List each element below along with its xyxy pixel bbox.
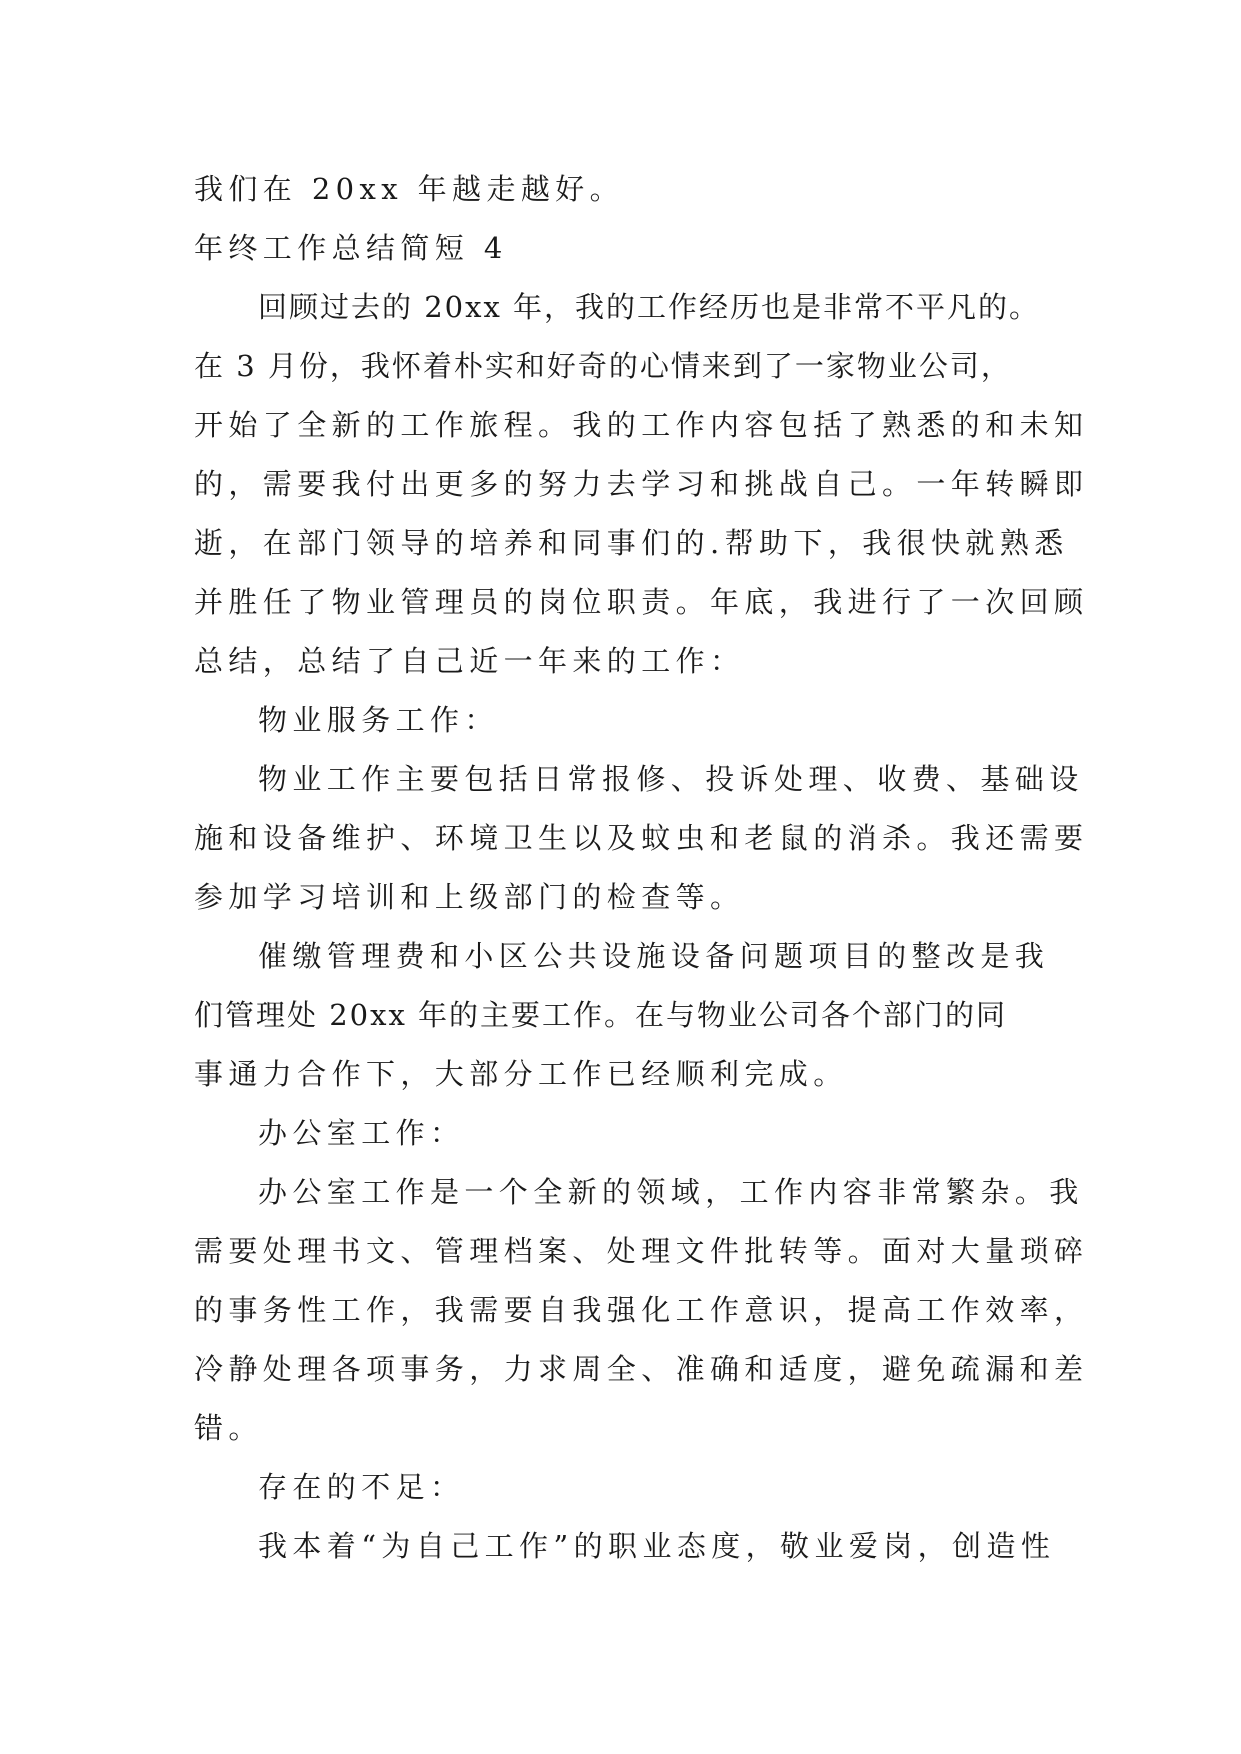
paragraph-line: 参加学习培训和上级部门的检查等。 xyxy=(194,880,745,914)
subheading: 物业服务工作： xyxy=(258,703,499,737)
section-title: 年终工作总结简短 4 xyxy=(194,231,508,265)
paragraph-line: 办公室工作是一个全新的领域，工作内容非常繁杂。我 xyxy=(258,1175,1084,1209)
paragraph-line: 总结，总结了自己近一年来的工作： xyxy=(194,644,745,678)
paragraph-line: 并胜任了物业管理员的岗位职责。年底，我进行了一次回顾 xyxy=(194,585,1089,619)
paragraph-line: 回顾过去的 20xx 年，我的工作经历也是非常不平凡的。 xyxy=(258,290,1041,324)
text-line: 我们在 20xx 年越走越好。 xyxy=(194,172,625,206)
paragraph-line: 逝，在部门领导的培养和同事们的.帮助下，我很快就熟悉 xyxy=(194,526,1069,560)
paragraph-line: 施和设备维护、环境卫生以及蚊虫和老鼠的消杀。我还需要 xyxy=(194,821,1089,855)
paragraph-line: 催缴管理费和小区公共设施设备问题项目的整改是我 xyxy=(258,939,1050,973)
paragraph-line: 物业工作主要包括日常报修、投诉处理、收费、基础设 xyxy=(258,762,1084,796)
paragraph-line: 事通力合作下，大部分工作已经顺利完成。 xyxy=(194,1057,848,1091)
paragraph-line: 需要处理书文、管理档案、处理文件批转等。面对大量琐碎 xyxy=(194,1234,1089,1268)
subheading: 存在的不足： xyxy=(258,1470,465,1504)
document-body xyxy=(194,160,1089,1576)
paragraph-line: 错。 xyxy=(194,1411,263,1445)
paragraph-line: 冷静处理各项事务，力求周全、准确和适度，避免疏漏和差 xyxy=(194,1352,1089,1386)
paragraph-line: 的事务性工作，我需要自我强化工作意识，提高工作效率， xyxy=(194,1293,1089,1327)
paragraph-line: 开始了全新的工作旅程。我的工作内容包括了熟悉的和未知 xyxy=(194,408,1089,442)
paragraph-line: 在 3 月份，我怀着朴实和好奇的心情来到了一家物业公司， xyxy=(194,349,1012,383)
paragraph-line: 的，需要我付出更多的努力去学习和挑战自己。一年转瞬即 xyxy=(194,467,1089,501)
paragraph-line: 我本着“为自己工作”的职业态度，敬业爱岗，创造性 xyxy=(258,1529,1056,1563)
subheading: 办公室工作： xyxy=(258,1116,465,1150)
paragraph-line: 们管理处 20xx 年的主要工作。在与物业公司各个部门的同 xyxy=(194,998,1008,1032)
